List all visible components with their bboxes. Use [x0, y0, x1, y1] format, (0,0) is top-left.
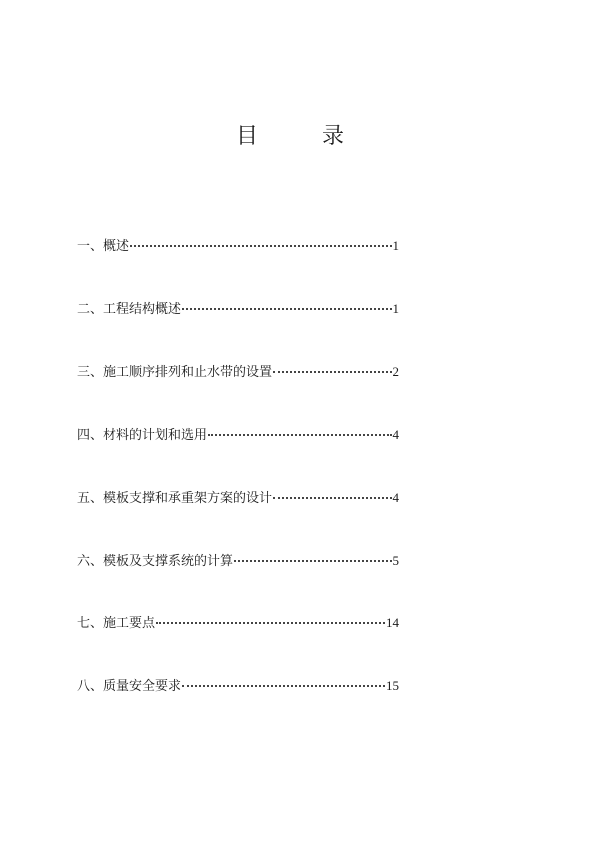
toc-dot-leader [130, 245, 391, 247]
toc-entry-page: 2 [392, 364, 399, 379]
toc-entry-number: 八、 [77, 679, 104, 694]
toc-entry-title: 概述 [103, 239, 130, 254]
toc-entry-page: 15 [386, 678, 399, 693]
toc-entry-title: 施工顺序排列和止水带的设置 [103, 365, 273, 380]
toc-dot-leader [273, 497, 391, 499]
page-title-char-1: 目 [236, 124, 259, 149]
toc-entry-3[interactable] [77, 361, 399, 383]
toc-entry-number: 四、 [77, 428, 104, 443]
toc-entry-title: 工程结构概述 [103, 302, 182, 317]
toc-entry-6[interactable] [77, 550, 399, 572]
toc-entry-1[interactable] [77, 235, 399, 257]
toc-entry-page: 1 [392, 238, 399, 253]
toc-entry-title: 模板支撑和承重架方案的设计 [103, 491, 273, 506]
toc-entry-number: 七、 [77, 616, 104, 631]
toc-dot-leader [208, 434, 391, 436]
toc-entry-4[interactable] [77, 424, 399, 446]
toc-entry-number: 二、 [77, 302, 104, 317]
toc-dot-leader [234, 560, 391, 562]
toc-entry-number: 一、 [77, 239, 104, 254]
toc-entry-title: 模板及支撑系统的计算 [103, 554, 234, 569]
toc-entry-8[interactable] [77, 675, 399, 697]
toc-dot-leader [182, 685, 385, 687]
toc-entry-page: 4 [392, 427, 399, 442]
toc-entry-page: 5 [392, 553, 399, 568]
toc-entry-title: 施工要点 [103, 616, 156, 631]
toc-entry-title: 材料的计划和选用 [103, 428, 208, 443]
toc-entry-7[interactable] [77, 612, 399, 634]
toc-entry-2[interactable] [77, 298, 399, 320]
toc-entry-page: 1 [392, 301, 399, 316]
toc-entry-page: 4 [392, 490, 399, 505]
toc-entry-5[interactable] [77, 487, 399, 509]
toc-entry-number: 五、 [77, 491, 104, 506]
toc-entry-title: 质量安全要求 [103, 679, 182, 694]
toc-dot-leader [182, 308, 391, 310]
toc-dot-leader [156, 622, 385, 624]
toc-dot-leader [273, 371, 391, 373]
toc-entry-number: 三、 [77, 365, 104, 380]
toc-entry-number: 六、 [77, 554, 104, 569]
page-title [0, 120, 600, 154]
page-title-char-2: 录 [322, 124, 345, 149]
toc-entry-page: 14 [386, 615, 399, 630]
